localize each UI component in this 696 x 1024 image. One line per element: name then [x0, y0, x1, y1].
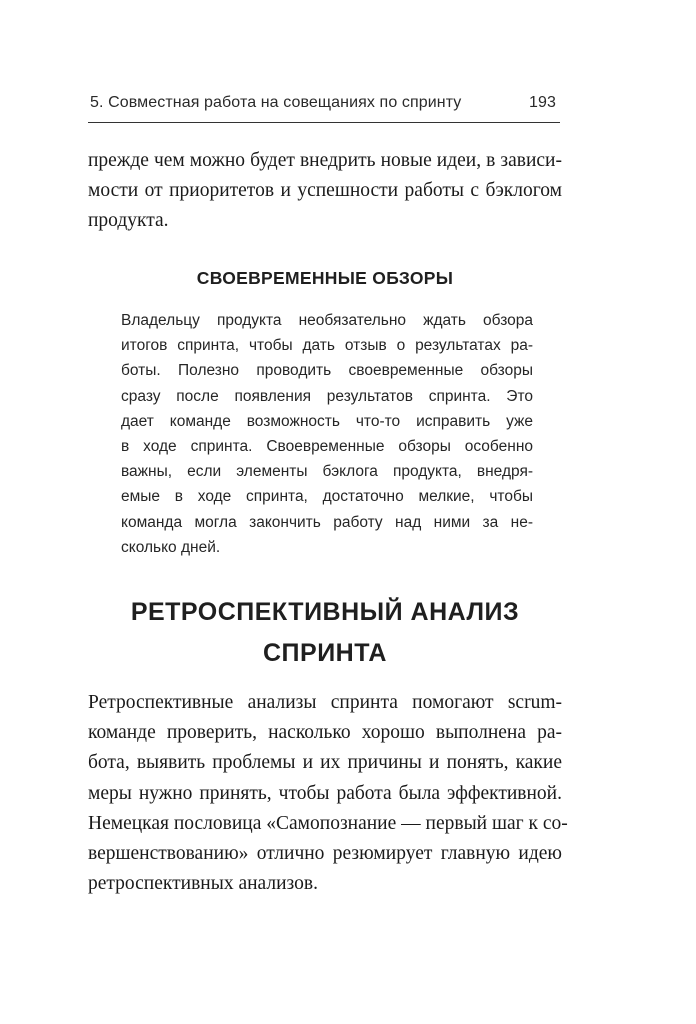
section-title — [88, 592, 562, 674]
text-line: меры нужно принять, чтобы работа была эффективной. — [88, 782, 562, 804]
text-line: команде проверить, насколько хорошо выполнена ра- — [88, 722, 562, 744]
sidebar-line: дает команде возможность что-то исправить уже — [121, 412, 533, 430]
section-paragraph — [88, 688, 568, 899]
text-line: Немецкая пословица «Самопознание — первый шаг к со- — [88, 812, 568, 834]
sidebar-line: итогов спринта, чтобы дать отзыв о результатах ра- — [121, 337, 533, 355]
running-header — [88, 92, 558, 120]
text-line: вершенствованию» отлично резюмирует главную идею — [88, 843, 562, 865]
sidebar-line: боты. Полезно проводить своевременные обзоры — [121, 362, 533, 380]
text-line: бота, выявить проблемы и их причины и понять, какие — [88, 752, 562, 774]
sidebar-line: сразу после появления результатов спринта. Это — [121, 387, 533, 405]
chapter-title: 5. Совместная работа на совещаниях по спринту — [90, 94, 462, 111]
sidebar-line: сколько дней. — [121, 538, 221, 556]
page-number: 193 — [529, 94, 556, 111]
continued-paragraph — [88, 146, 562, 236]
text-line: продукта. — [88, 210, 169, 231]
sidebar-line: в ходе спринта. Своевременные обзоры особенно — [121, 438, 533, 456]
sidebar-line: важны, если элементы бэклога продукта, внедря- — [121, 463, 533, 481]
text-line: Ретроспективные анализы спринта помогают scrum- — [88, 692, 562, 713]
sidebar-line: Владельцу продукта необязательно ждать обзора — [121, 312, 533, 329]
header-rule — [88, 122, 560, 123]
sidebar-line: команда могла закончить работу над ними за не- — [121, 513, 533, 531]
sidebar-heading: СВОЕВРЕМЕННЫЕ ОБЗОРЫ — [196, 268, 454, 288]
text-line: прежде чем можно будет внедрить новые идеи, в зависи- — [88, 150, 562, 171]
sidebar-box — [121, 308, 533, 560]
section-title-line: СПРИНТА — [263, 639, 387, 667]
text-line: ретроспективных анализов. — [88, 873, 318, 895]
sidebar-line: емые в ходе спринта, достаточно мелкие, чтобы — [121, 488, 533, 506]
text-line: мости от приоритетов и успешности работы с бэклогом — [88, 180, 562, 201]
section-title-line: РЕТРОСПЕКТИВНЫЙ АНАЛИЗ — [130, 598, 520, 626]
